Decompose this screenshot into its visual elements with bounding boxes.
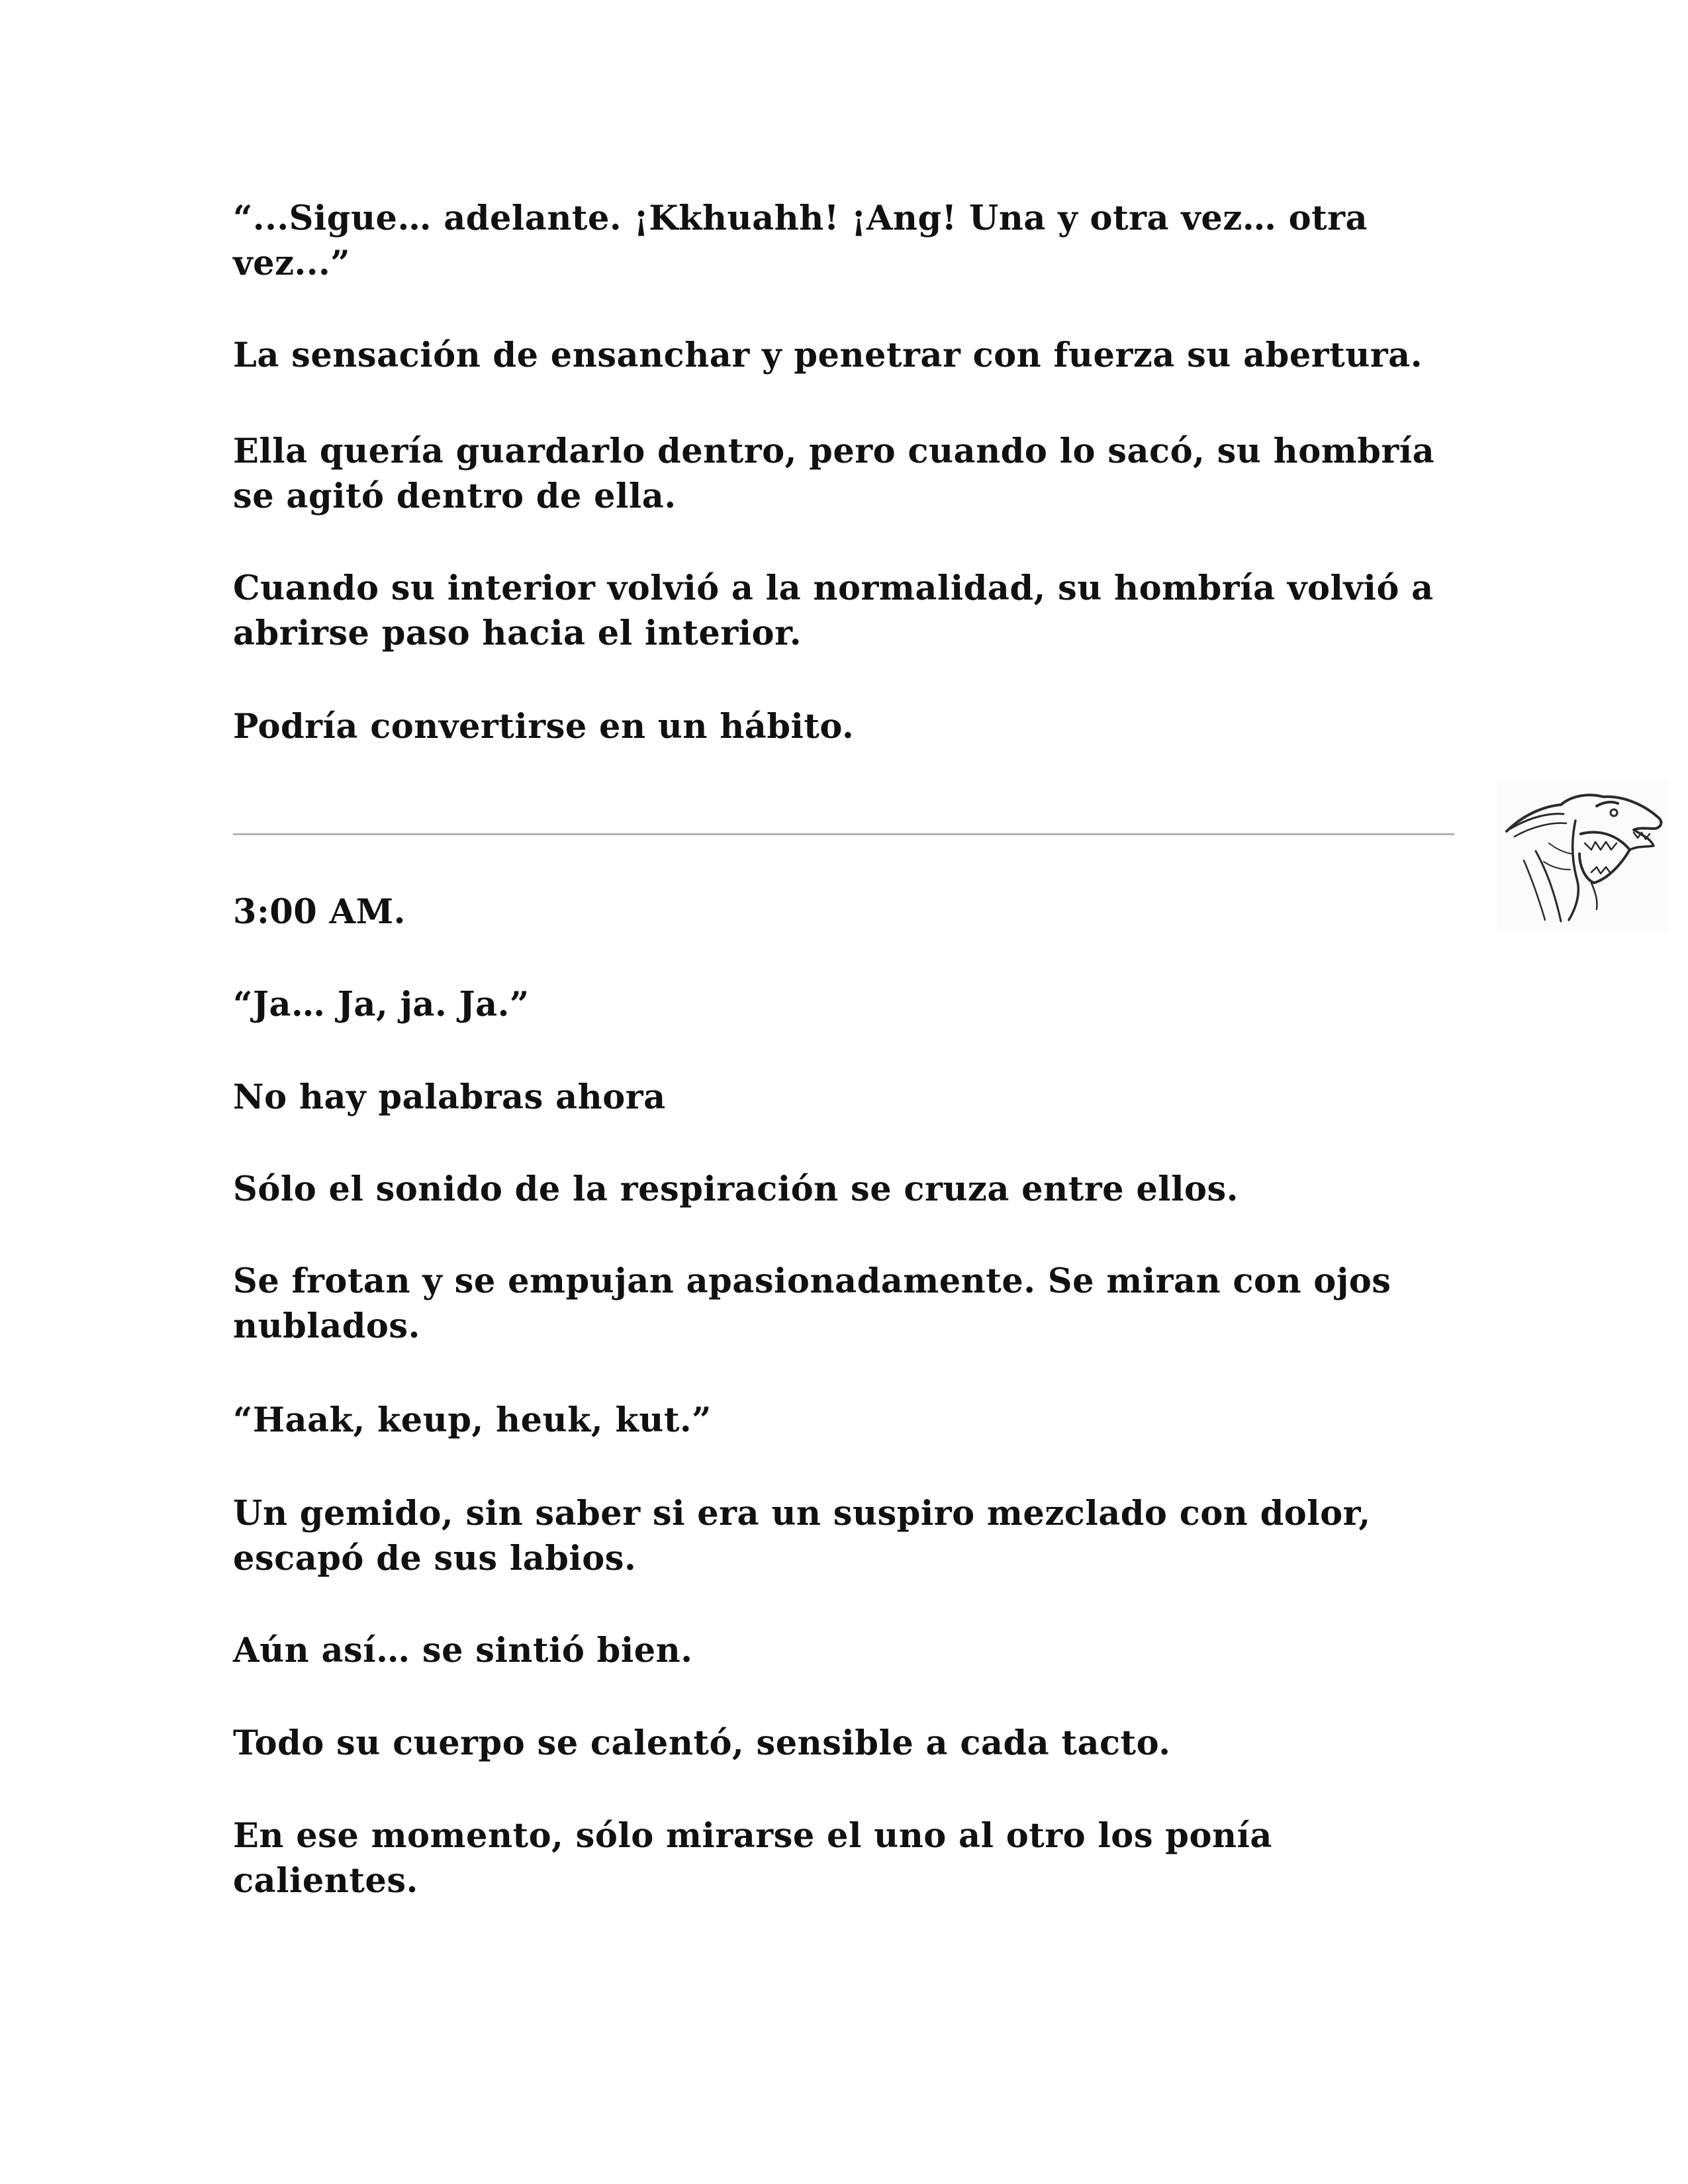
paragraph-7: No hay palabras ahora (233, 1077, 666, 1117)
paragraph-5: Podría convertirse en un hábito. (233, 707, 855, 747)
paragraph-9: Se frotan y se empujan apasionadamente. Se miran con ojos nublados. (233, 1261, 1391, 1346)
paragraph-14: En ese momento, sólo mirarse el uno al otro los ponía calientes. (233, 1816, 1272, 1901)
paragraph-13: Todo su cuerpo se calentó, sensible a cada tacto. (233, 1723, 1171, 1763)
section-divider (233, 833, 1454, 835)
paragraph-4: Cuando su interior volvió a la normalidad, su hombría volvió a abrirse paso hacia el interior. (233, 569, 1434, 653)
timestamp-heading: 3:00 AM. (233, 892, 406, 932)
paragraph-2: La sensación de ensanchar y penetrar con fuerza su abertura. (233, 336, 1423, 375)
dinosaur-head-icon (1497, 780, 1668, 932)
paragraph-dialogue-1: “...Sigue… adelante. ¡Kkhuahh! ¡Ang! Una y otra vez… otra vez...” (233, 199, 1368, 283)
paragraph-3: Ella quería guardarlo dentro, pero cuando lo sacó, su hombría se agitó dentro de ella. (233, 432, 1435, 516)
paragraph-12: Aún así… se sintió bien. (233, 1631, 693, 1670)
paragraph-dialogue-2: “Ja… Ja, ja. Ja.” (233, 985, 530, 1024)
paragraph-dialogue-3: “Haak, keup, heuk, kut.” (233, 1400, 712, 1440)
paragraph-8: Sólo el sonido de la respiración se cruza entre ellos. (233, 1169, 1239, 1209)
paragraph-11: Un gemido, sin saber si era un suspiro mezclado con dolor, escapó de sus labios. (233, 1494, 1371, 1578)
